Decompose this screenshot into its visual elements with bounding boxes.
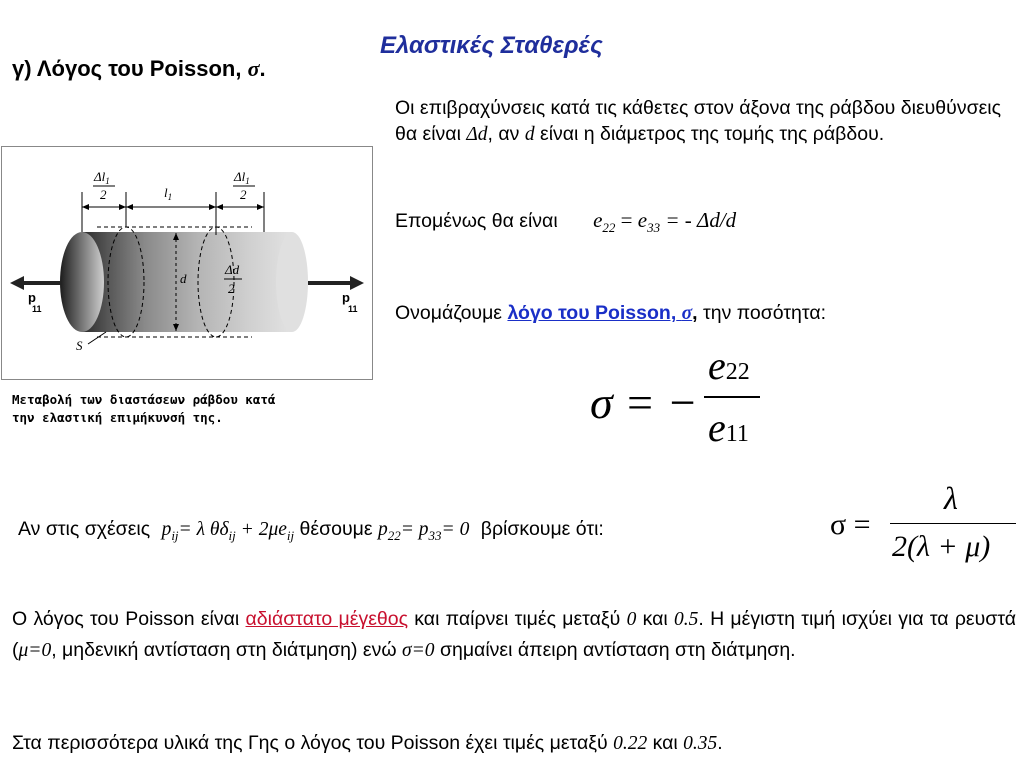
rod-left-end	[60, 232, 104, 332]
caption-line-2: την ελαστική επιμήκυνσή της.	[12, 410, 223, 426]
stress-relation: $p_{ij}= \lambda$ $\theta\delta_{ij} + 2\mu e_{ij}$	[161, 519, 295, 543]
two-left-label: 2	[100, 187, 107, 202]
relation-text-2: θέσουμε	[299, 518, 373, 540]
strain-equation: $e_{22} = e_{33}$ = - Δd/d	[593, 208, 737, 236]
rod-diagram	[2, 147, 372, 379]
define-text-2: την ποσότητα:	[703, 302, 827, 324]
formula1-lhs: σ = −	[590, 377, 698, 428]
two-dd-label: 2	[228, 281, 235, 296]
relation-line	[18, 517, 818, 544]
intro-text-2: , αν	[487, 122, 520, 145]
pressure-condition: $p_{22}= p_{33}= 0$	[377, 519, 470, 543]
poisson-ratio-term: λόγο του Poisson, σ	[507, 302, 693, 324]
paragraph-range: Ο λόγος του Poisson είναι αδιάστατο μέγεθος και παίρνει τιμές μεταξύ 0 και 0.5. Η μέγιστη τιμή ισχύει για τα ρευστά (μ=0, μηδενική αντίσταση στη διάτμηση) ενώ σ=0 σημαίνει άπειρη αντίσταση στη διάτμηση.	[12, 608, 1017, 662]
delta-d-label: Δd	[225, 262, 240, 277]
l-label: $l_1$	[164, 185, 173, 202]
s-label: S	[76, 338, 83, 353]
dimensionless-term: αδιάστατο μέγεθος	[245, 608, 409, 630]
paragraph-earth-materials: Στα περισσότερα υλικά της Γης ο λόγος του Poisson έχει τιμές μεταξύ 0.22 και 0.35.	[12, 732, 723, 754]
intro-text-1: Οι επιβραχύνσεις κατά τις κάθετες στον άξονα της ράβδου διευθύνσεις θα είναι	[395, 97, 1002, 145]
figure-caption	[12, 391, 342, 427]
section-heading-dot: .	[259, 56, 266, 81]
slide-title: Ελαστικές Σταθερές	[380, 32, 603, 59]
relation-text-1: Αν στις σχέσεις	[18, 518, 151, 540]
delta-l-left-label: $\Delta l_1$	[94, 169, 110, 186]
define-text-1: Ονομάζουμε	[395, 302, 503, 324]
formula2-numerator: λ	[944, 480, 958, 516]
intro-d: d	[524, 123, 535, 145]
therefore-line	[395, 207, 1015, 236]
poisson-formula-lame	[828, 478, 1018, 578]
definition-line	[395, 301, 1015, 327]
d-label: d	[180, 271, 187, 286]
rod-right-end	[276, 232, 308, 332]
rod-body	[82, 232, 292, 332]
p11-left-label: p 11	[28, 290, 42, 314]
delta-l-right-label: $\Delta l_1$	[234, 169, 250, 186]
section-heading	[12, 56, 266, 82]
intro-text-3: είναι η διάμετρος της τομής της ράβδου.	[540, 122, 885, 145]
relation-text-3: βρίσκουμε ότι:	[480, 518, 604, 540]
formula2-denominator: 2(λ + μ)	[892, 530, 991, 563]
sigma-symbol: σ	[247, 56, 260, 81]
formula1-numerator: e22	[708, 343, 750, 388]
p11-right-label: p 11	[342, 290, 358, 314]
rod-figure	[1, 146, 373, 380]
formula1-denominator: e11	[708, 405, 749, 450]
caption-line-1: Μεταβολή των διαστάσεων ράβδου κατά	[12, 392, 276, 407]
section-heading-text: γ) Λόγος του Poisson,	[12, 56, 242, 81]
poisson-formula-strain	[590, 343, 790, 463]
therefore-text: Επομένως θα είναι	[395, 210, 558, 232]
intro-delta-d: Δd	[466, 123, 488, 145]
intro-paragraph	[395, 96, 1015, 148]
formula2-lhs: σ =	[830, 508, 871, 541]
two-right-label: 2	[240, 187, 247, 202]
define-comma: ,	[692, 302, 698, 324]
